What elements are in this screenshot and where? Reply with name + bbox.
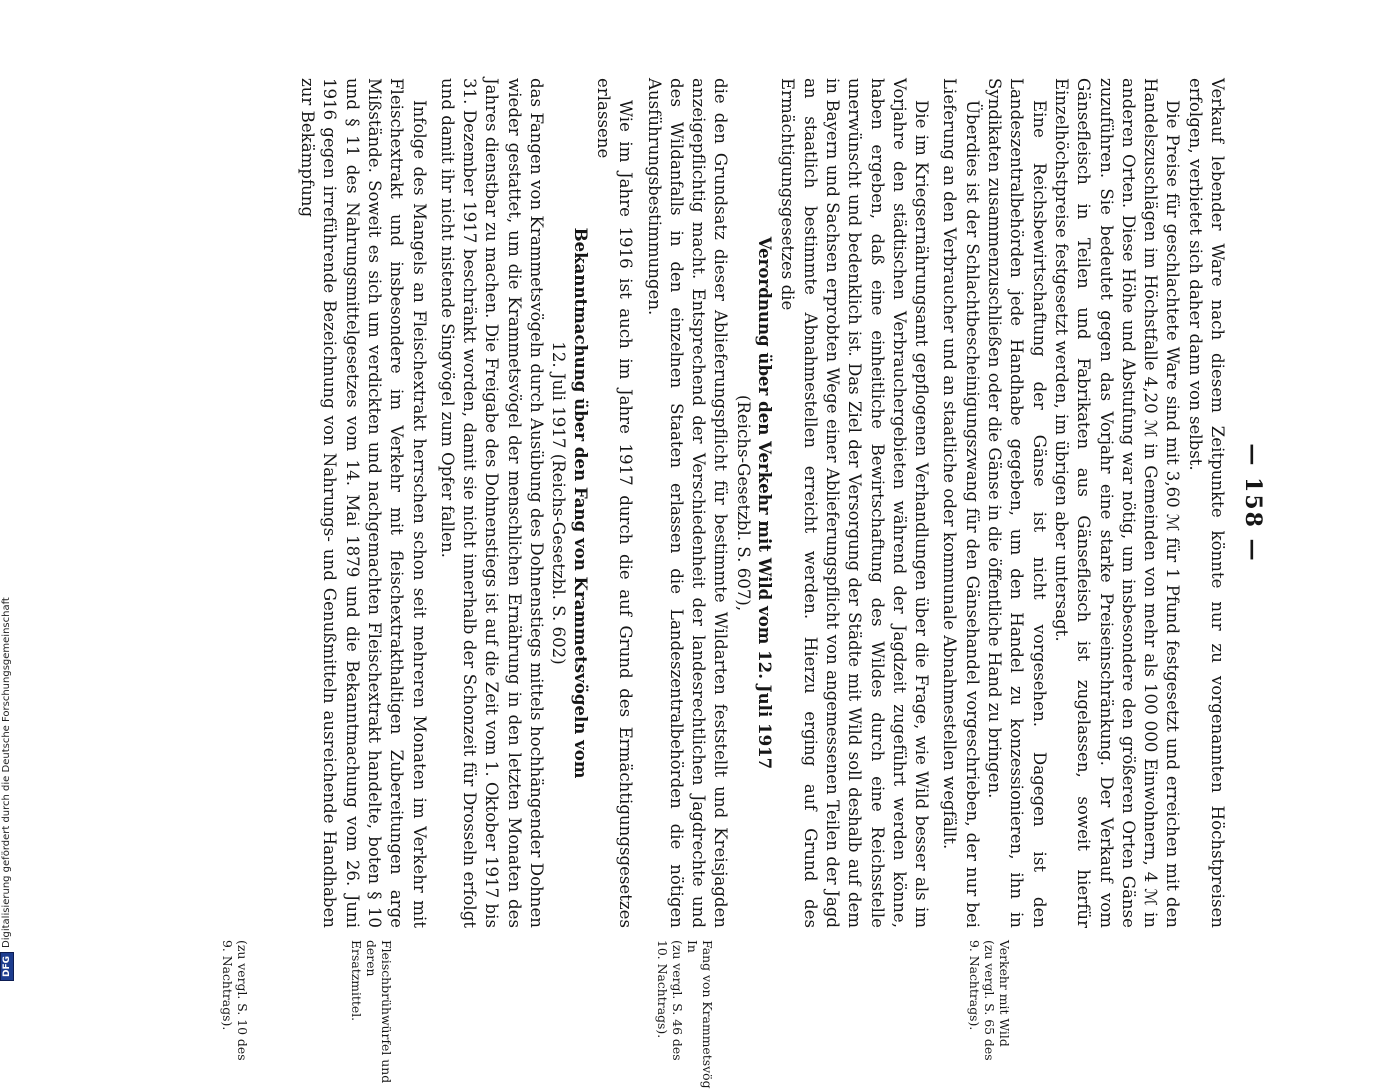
document-body: [296, 78, 1228, 928]
paragraph-krammetsvoegel-intro: Wie im Jahre 1916 ist auch im Jahre 1917 durch die auf Grund des Ermächtigungsgesetzes erlassene: [593, 78, 636, 928]
paragraph-goose-management: Eine Reichsbewirtschaftung der Gänse ist nicht vorgesehen. Dagegen ist den Landeszentralbehörden jede Handhabe gegeben, um den Handel zu konzessionieren, ihn in Syndikaten zusammenzuschließen oder die Gänse in die öffentliche Hand zu bringen.: [985, 78, 1049, 928]
heading-wild-ordinance-ref: (Reichs-Gesetzbl. S. 607),: [733, 394, 753, 612]
heading-wild-ordinance: Verordnung über den Verkehr mit Wild vom 12. Juli 1917: [755, 236, 776, 770]
sidenote-line: (zu vergl. S. 65 des: [982, 940, 997, 1061]
rotated-document-page: [130, 78, 1270, 1089]
sidenote-line: Verkehr mit Wild: [997, 940, 1012, 1047]
credit-text: Digitalisierung gefördert durch die Deutsche Forschungsgemeinschaft: [1, 597, 12, 948]
sidenote-wild: [967, 940, 1012, 1090]
sidenote-line: (zu vergl. S. 10 des: [235, 940, 250, 1061]
sidenote-krammetsvoegel: [655, 940, 715, 1090]
paragraph-goose-sale: Verkauf lebender Ware nach diesem Zeitpunkte könnte nur zu vorgenannten Höchstpreisen erfolgen, verbietet sich daher dann von selbst.: [1185, 78, 1227, 928]
heading-krammetsvoegel-notice: Bekanntmachung über den Fang von Krammetsvögeln vom: [570, 227, 591, 779]
sidenote-line: Ersatzmittel.: [349, 940, 364, 1022]
sidenote-line: Fang von Krammetsvög In: [685, 940, 715, 1089]
paragraph-fleischextrakt: Infolge des Mangels an Fleischextrakt herrschen schon seit mehreren Monaten im Verkehr mit Fleischextrakt und insbesondere im Verkehr mit fleischextrakthaltigen Zubereitungen arge Mißstände. Soweit es sich um verdickten und nachgemachten Fleischextrakt handelte, boten § 10 und § 11 des Nahrungsmittelgesetzes vom 14. Mai 1879 und die Bekanntmachung vom 26. Juni 1916 gegen irreführende Bezeichnung von Nahrungs- und Genußmitteln ausreichende Handhaben zur Bekämpfung: [298, 78, 429, 928]
paragraph-krammetsvoegel-rules: das Fangen von Krammetsvögeln durch Ausübung des Dohnenstiegs mittels hochhängender Dohnen wieder gestattet, um die Krammetsvögel der menschlichen Ernährung in den letzten Monaten des Jahres dienstbar zu machen. Die Freigabe des Dohnenstiegs ist auf die Zeit vom 1. Oktober 1917 bis 31. Dezember 1917 beschränkt worden, damit sie nicht innerhalb der Schonzeit für Drosseln erfolgt und damit ihr nicht nistende Singvögel zum Opfer fallen.: [437, 78, 547, 928]
paragraph-wild-delivery: die den Grundsatz dieser Ablieferungspflicht für bestimmte Wildarten feststellt und Kreisjagden anzeigepflichtig macht. Entsprechend der Verschiedenheit der landesrechtlichen Jagdrechte und des Wildanfalls in den einzelnen Staaten erlassen die Landeszentralbehörden die nötigen Ausführungsbestimmungen.: [644, 78, 731, 928]
dfg-logo: DFG: [0, 952, 14, 981]
paragraph-slaughter-certificate: Überdies ist der Schlachtbescheinigungszwang für den Gänsehandel vorgeschrieben, der nur bei Lieferung an den Verbraucher und an staatliche oder kommunale Abnahmestellen wegfällt.: [940, 78, 982, 928]
sidenote-line: 9. Nachtrags).: [220, 940, 235, 1031]
heading-krammetsvoegel-ref: 12. Juli 1917 (Reichs-Gesetzbl. S. 602): [549, 341, 569, 665]
sidenote-fleischbruehwuerfel: [349, 940, 394, 1090]
sidenote-fleischbruehwuerfel-ref: [220, 940, 250, 1090]
sidenote-line: (zu vergl. S. 46 des: [670, 940, 685, 1061]
sidenote-line: Fleischbrühwürfel und deren: [364, 940, 394, 1084]
paragraph-goose-prices: Die Preise für geschlachtete Ware sind mit 3,60 ℳ für 1 Pfund festgesetzt und erreichen mit den Handelszuschlägen im Höchstfalle 4,20 ℳ in Gemeinden von mehr als 100 000 Einwohnern, 4 ℳ in anderen Orten. Diese Höhe und Abstufung war nötig, um insbesondere den größeren Orten Gänse zuzuführen. Sie bedeutet gegen das Vorjahr eine starke Preiseinschränkung. Der Verkauf vom Gänsefleisch in Teilen und Fabrikaten aus Gänsefleisch ist zugelassen, soweit hierfür Einzelhöchstpreise festgesetzt werden, im übrigen aber untersagt.: [1051, 78, 1183, 928]
digitization-credit: [0, 181, 14, 981]
paragraph-wild-negotiations: Die im Kriegsernährungsamt gepflogenen Verhandlungen über die Frage, wie Wild besser als im Vorjahre den städtischen Verbrauchergebieten während der Jagdzeit zugeführt werden könne, haben ergeben, daß eine einheitliche Bewirtschaftung des Wildes durch eine Reichsstelle unerwünscht und bedenklich ist. Das Ziel der Versorgung der Städte mit Wild soll deshalb auf dem in Bayern und Sachsen erprobten Wege einer Ablieferungspflicht von angemessenen Teilen der Jagd an staatlich bestimmte Abnahmestellen erreicht werden. Hierzu erging auf Grund des Ermächtigungsgesetzes die: [778, 78, 932, 928]
sidenote-line: 10. Nachtrags).: [655, 940, 670, 1039]
page-number: — 158 —: [1240, 443, 1266, 563]
sidenote-line: 9. Nachtrags).: [967, 940, 982, 1031]
